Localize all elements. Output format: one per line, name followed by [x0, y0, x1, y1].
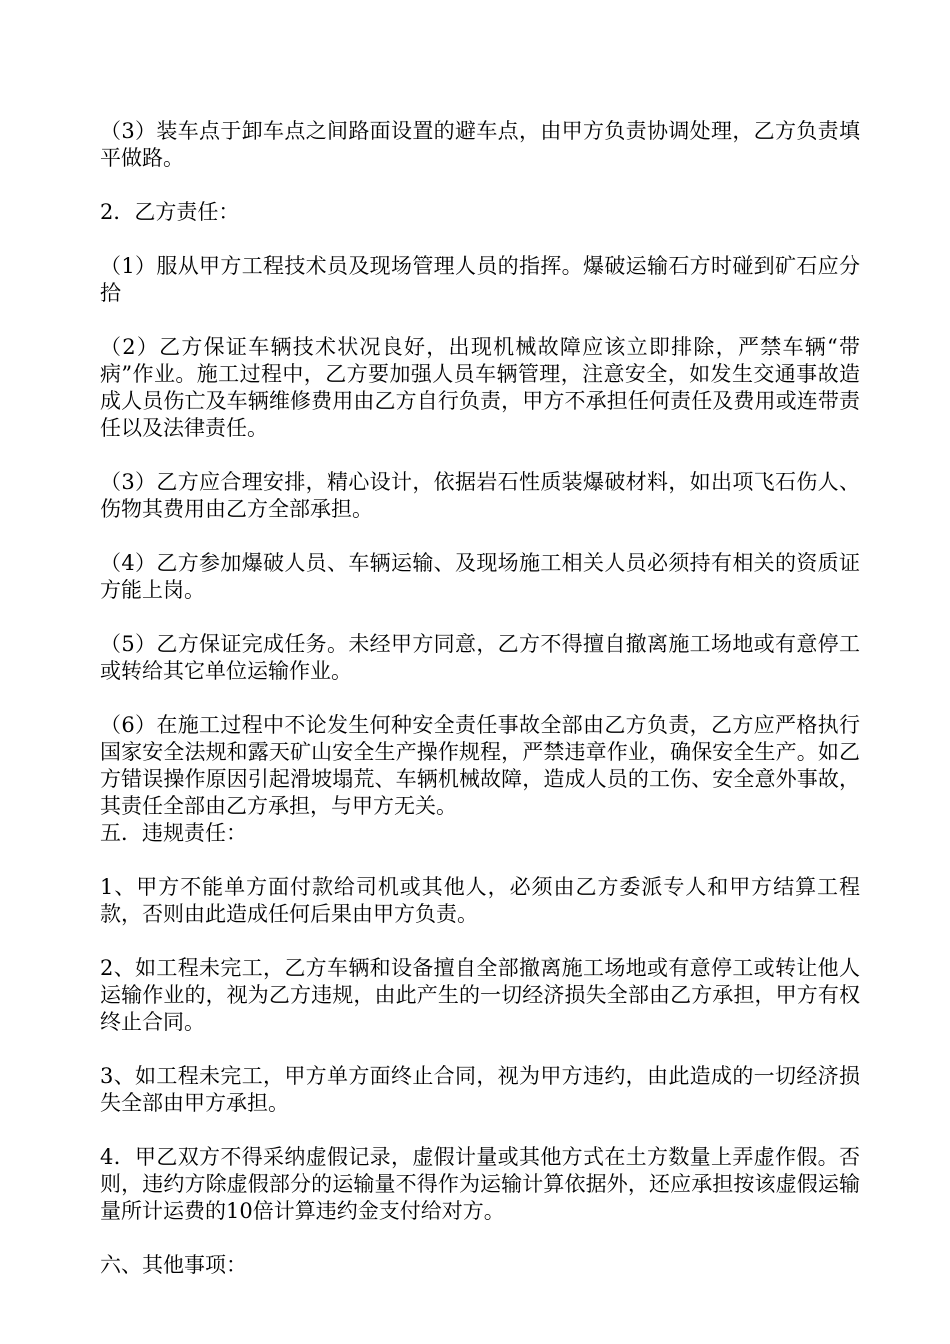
paragraph-b-3: （3）乙方应合理安排，精心设计，依据岩石性质装爆破材料，如出项飞石伤人、伤物其费用由乙方全部承担。 — [100, 470, 860, 521]
paragraph-b-1: （1）服从甲方工程技术员及现场管理人员的指挥。爆破运输石方时碰到矿石应分拾 — [100, 254, 860, 305]
paragraph-b-4: （4）乙方参加爆破人员、车辆运输、及现场施工相关人员必须持有相关的资质证方能上岗。 — [100, 551, 860, 602]
heading-other-matters: 六、其他事项： — [100, 1253, 247, 1277]
paragraph-b-2: （2）乙方保证车辆技术状况良好，出现机械故障应该立即排除，严禁车辆“带病”作业。施工过程中，乙方要加强人员车辆管理，注意安全，如发生交通事故造成人员伤亡及车辆维修费用由乙方自行负责，甲方不承担任何责任及费用或连带责任以及法律责任。 — [100, 335, 860, 440]
document-page — [100, 118, 860, 1279]
paragraph-loading-point: （3）装车点于卸车点之间路面设置的避车点，由甲方负责协调处理，乙方负责填平做路。 — [100, 119, 860, 170]
paragraph-violation-4: 4．甲乙双方不得采纳虚假记录，虚假计量或其他方式在土方数量上弄虚作假。否则，违约方除虚假部分的运输量不得作为运输计算依据外，还应承担按该虚假运输量所计运费的10倍计算违约金支付给对方。 — [100, 1145, 860, 1223]
paragraph-violation-2: 2、如工程未完工，乙方车辆和设备擅自全部撤离施工场地或有意停工或转让他人运输作业的，视为乙方违规，由此产生的一切经济损失全部由乙方承担，甲方有权终止合同。 — [100, 956, 860, 1034]
heading-party-b-responsibility: 2．乙方责任： — [100, 200, 240, 224]
paragraph-violation-3: 3、如工程未完工，甲方单方面终止合同，视为甲方违约，由此造成的一切经济损失全部由甲方承担。 — [100, 1064, 860, 1115]
paragraph-b-6: （6）在施工过程中不论发生何种安全责任事故全部由乙方负责，乙方应严格执行国家安全法规和露天矿山安全生产操作规程，严禁违章作业，确保安全生产。如乙方错误操作原因引起滑坡塌荒、车辆机械故障，造成人员的工伤、安全意外事故，其责任全部由乙方承担，与甲方无关。 — [100, 713, 860, 818]
heading-violation-responsibility: 五．违规责任： — [100, 821, 247, 845]
paragraph-violation-1: 1、甲方不能单方面付款给司机或其他人，必须由乙方委派专人和甲方结算工程款，否则由此造成任何后果由甲方负责。 — [100, 875, 860, 926]
paragraph-b-5: （5）乙方保证完成任务。未经甲方同意，乙方不得擅自撤离施工场地或有意停工或转给其它单位运输作业。 — [100, 632, 860, 683]
